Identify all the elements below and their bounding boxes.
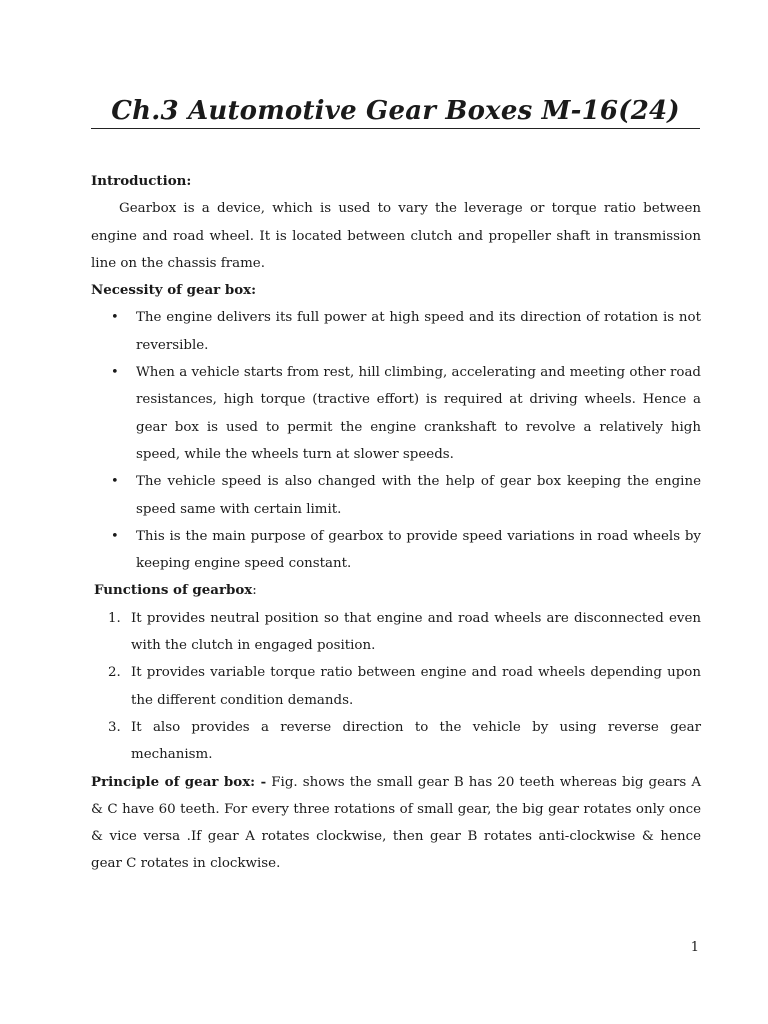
list-item xyxy=(91,468,701,523)
title-underline xyxy=(91,128,700,129)
list-number: 1. xyxy=(108,610,121,626)
list-item xyxy=(91,359,701,468)
list-item-text: It provides variable torque ratio between engine and road wheels depending upon the different condition demands. xyxy=(131,665,701,708)
list-item xyxy=(91,304,701,359)
introduction-heading: Introduction: xyxy=(91,173,192,189)
list-item-text: It provides neutral position so that engine and road wheels are disconnected even with the clutch in engaged position. xyxy=(131,610,701,654)
bullet-icon: • xyxy=(111,528,119,544)
list-number: 3. xyxy=(108,719,121,735)
list-item xyxy=(91,605,701,660)
functions-heading-line xyxy=(91,577,701,604)
principle-heading: Principle of gear box: - xyxy=(91,773,267,790)
list-item xyxy=(91,523,701,578)
list-item xyxy=(91,659,701,714)
bullet-icon: • xyxy=(111,365,119,381)
principle-paragraph xyxy=(91,769,701,878)
necessity-heading: Necessity of gear box: xyxy=(91,282,257,299)
list-item xyxy=(91,714,701,769)
list-item-text: It also provides a reverse direction to the vehicle by using reverse gear mechanism. xyxy=(131,719,701,763)
page-number: 1 xyxy=(690,940,699,955)
page-title: Ch.3 Automotive Gear Boxes M-16(24) xyxy=(111,96,680,126)
list-item-text: The engine delivers its full power at high speed and its direction of rotation is not reversible. xyxy=(136,310,701,353)
document-body xyxy=(91,168,701,878)
introduction-paragraph: Gearbox is a device, which is used to vary the leverage or torque ratio between engine and road wheel. It is located between clutch and propeller shaft in transmission line on the chassis frame. xyxy=(91,201,701,271)
functions-heading-suffix: : xyxy=(252,583,257,599)
bullet-icon: • xyxy=(111,474,119,490)
list-item-text: This is the main purpose of gearbox to provide speed variations in road wheels by keeping engine speed constant. xyxy=(136,528,701,572)
principle-text: Fig. shows the small gear B has 20 teeth whereas big gears A & C have 60 teeth. For every three rotations of small gear, the big gear rotates only once & vice versa .If gear A rotates clockwise, then gear B rotates anti-clockwise & hence gear C rotates in clockwise. xyxy=(91,774,701,872)
list-item-text: When a vehicle starts from rest, hill climbing, accelerating and meeting other road resistances, high torque (tractive effort) is required at driving wheels. Hence a gear box is used to permit the engine crankshaft to revolve a relatively high speed, while the wheels turn at slower speeds. xyxy=(136,365,701,462)
list-number: 2. xyxy=(108,665,121,681)
bullet-icon: • xyxy=(111,310,119,326)
functions-heading: Functions of gearbox xyxy=(94,582,253,599)
necessity-list xyxy=(91,304,701,577)
list-item-text: The vehicle speed is also changed with the help of gear box keeping the engine speed same with certain limit. xyxy=(136,474,701,517)
functions-list xyxy=(91,605,701,769)
